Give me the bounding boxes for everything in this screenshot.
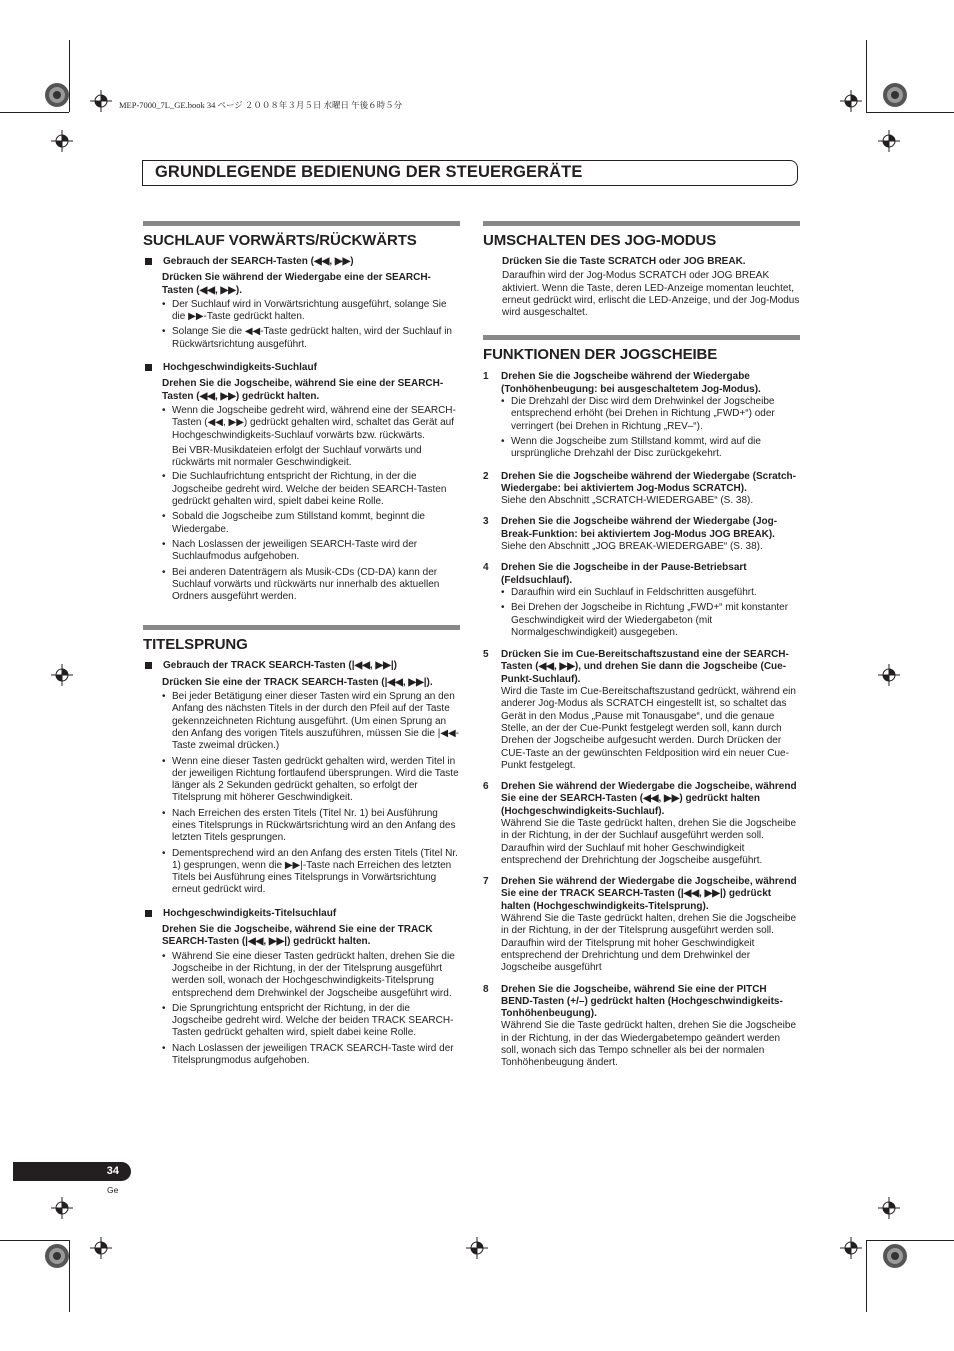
instruction: Drücken Sie die Taste SCRATCH oder JOG BREAK. bbox=[502, 256, 746, 267]
registration-mark-icon bbox=[878, 130, 900, 152]
bullet-item: • Bei Drehen der Jogscheibe in Richtung „FWD+“ mit konstanter Geschwindigkeit wird der Wiedergabeton (mit Normalgeschwindigkeit) ausgegeben. bbox=[501, 602, 800, 639]
bullet-item: • Dementsprechend wird an den Anfang des ersten Titels (Titel Nr. 1) gesprungen, wenn die ▶▶|-Taste nach Erreichen des letzten Titels bei Ausführung eines Titelsprungs in Vorwärtsrichtung erneut gedrückt wird. bbox=[162, 848, 460, 897]
color-rosette-bottom-left bbox=[44, 1243, 70, 1269]
right-column bbox=[483, 221, 800, 1088]
step-item: 6 Drehen Sie während der Wiedergabe die Jogscheibe, während Sie eine der SEARCH-Tasten (◀◀, ▶▶) gedrückt halten (Hochgeschwindigkeits-Suchlauf). Während Sie die Taste gedrückt halten, drehen Sie die Jogscheibe in der Richtung, in der der Suchlauf ausgeführt werden soll. Daraufhin wird der Suchlauf mit hoher Geschwindigkeit entsprechend der Drehrichtung der Jogscheibe ausgeführt. bbox=[483, 781, 797, 866]
step-item: 2 Drehen Sie die Jogscheibe während der Wiedergabe (Scratch-Wiedergabe: bei aktiviertem Jog-Modus SCRATCH). Siehe den Abschnitt „SCRATCH-WIEDERGABE“ (S. 38). bbox=[483, 470, 796, 507]
step-item: 3 Drehen Sie die Jogscheibe während der Wiedergabe (Jog-Break-Funktion: bei aktiviertem Jog-Modus JOG BREAK). Siehe den Abschnitt „JOG BREAK-WIEDERGABE“ (S. 38). bbox=[483, 516, 778, 553]
square-bullet-icon bbox=[145, 910, 152, 917]
section-titelsprung bbox=[143, 625, 460, 1067]
bullet-item: • Bei anderen Datenträgern als Musik-CDs (CD-DA) kann der Suchlauf vorwärts und rückwärts nur innerhalb des aktuellen Ordners ausgeführt werden. bbox=[162, 567, 460, 604]
instruction: Drücken Sie eine der TRACK SEARCH-Tasten (|◀◀, ▶▶|). bbox=[162, 676, 433, 688]
crop-line bbox=[866, 1240, 867, 1312]
bullet-item: • Solange Sie die ◀◀-Taste gedrückt halten, wird der Suchlauf in Rückwärtsrichtung ausgeführt. bbox=[162, 326, 460, 351]
subheading: Hochgeschwindigkeits-Suchlauf bbox=[143, 362, 460, 374]
bullet-item: • Der Suchlauf wird in Vorwärtsrichtung ausgeführt, solange Sie die ▶▶-Taste gedrückt halten. bbox=[162, 299, 460, 324]
section-jog-modus bbox=[483, 221, 800, 319]
registration-mark-icon bbox=[878, 664, 900, 686]
page-number: 34 bbox=[106, 1165, 119, 1177]
color-rosette-top-right bbox=[882, 82, 908, 108]
language-code: Ge bbox=[107, 1185, 119, 1195]
registration-mark-icon bbox=[51, 1197, 73, 1219]
square-bullet-icon bbox=[145, 258, 152, 265]
section-suchlauf bbox=[143, 221, 460, 603]
section-title: TITELSPRUNG bbox=[143, 636, 248, 654]
subheading: Gebrauch der SEARCH-Tasten (◀◀, ▶▶) bbox=[143, 256, 460, 268]
instruction: Drücken Sie während der Wiedergabe eine der SEARCH-Tasten (◀◀, ▶▶). bbox=[162, 272, 431, 296]
bullet-item: • Die Drehzahl der Disc wird dem Drehwinkel der Jogscheibe entsprechend erhöht (bei Drehen in Richtung „FWD+“) oder verringert (bei Drehen in Richtung „REV–“). bbox=[501, 396, 800, 433]
section-title: FUNKTIONEN DER JOGSCHEIBE bbox=[483, 346, 718, 364]
bullet-item: • Wenn die Jogscheibe gedreht wird, während eine der SEARCH-Tasten (◀◀, ▶▶) gedrückt gehalten wird, schaltet das Gerät auf Hochgeschwindigkeits-Suchlauf vorwärts bzw. rückwärts. bbox=[162, 405, 460, 442]
registration-mark-icon bbox=[466, 1237, 488, 1259]
step-item: 4 Drehen Sie die Jogscheibe in der Pause-Betriebsart (Feldsuchlauf). • Daraufhin wird ein Suchlauf in Feldschritten ausgeführt. • Bei Drehen der Jogscheibe in Richtung „FWD+“ mit konstanter Geschwindigkeit wird der Wiedergabeton (mit Normalgeschwindigkeit) ausgegeben. bbox=[483, 562, 800, 642]
section-funktionen bbox=[483, 335, 800, 1071]
bullet-item: • Die Sprungrichtung entspricht der Richtung, in der die Jogscheibe gedreht wird. Welche der beiden TRACK SEARCH-Tasten gedrückt gehalten wird, spielt dabei keine Rolle. bbox=[162, 1003, 460, 1040]
bullet-item: • Während Sie eine dieser Tasten gedrückt halten, drehen Sie die Jogscheibe in der Richtung, in der der Titelsprung ausgeführt werden soll, wonach der Hochgeschwindigkeits-Titelsprung entsprechend dem Drehwinkel der Jogscheibe ausgeführt wird. bbox=[162, 951, 460, 1000]
crop-line bbox=[866, 1240, 954, 1241]
page-title: GRUNDLEGENDE BEDIENUNG DER STEUERGERÄTE bbox=[155, 163, 583, 181]
square-bullet-icon bbox=[145, 364, 152, 371]
left-column bbox=[143, 221, 460, 1083]
bullet-item: • Daraufhin wird ein Suchlauf in Feldschritten ausgeführt. bbox=[501, 587, 800, 599]
registration-mark-icon bbox=[90, 1237, 112, 1259]
registration-mark-icon bbox=[90, 90, 112, 112]
step-item: 8 Drehen Sie die Jogscheibe, während Sie eine der PITCH BEND-Tasten (+/–) gedrückt halten (Hochgeschwindigkeits-Tonhöhenbeugung). Während Sie die Taste gedrückt halten, drehen Sie die Jogscheibe in der Richtung, in der das Wiedergabetempo geändert werden soll, wonach sich das Tempo schneller als bei der normalen Tonhöhenbeugung ändert. bbox=[483, 983, 797, 1069]
bullet-item: • Nach Loslassen der jeweiligen SEARCH-Taste wird der Suchlaufmodus aufgehoben. bbox=[162, 539, 460, 564]
subheading: Gebrauch der TRACK SEARCH-Tasten (|◀◀, ▶▶|) bbox=[143, 660, 460, 672]
section-title: SUCHLAUF VORWÄRTS/RÜCKWÄRTS bbox=[143, 232, 417, 249]
step-item: 7 Drehen Sie während der Wiedergabe die Jogscheibe, während Sie eine der TRACK SEARCH-Tasten (|◀◀, ▶▶|) gedrückt halten (Hochgeschwindigkeits-Titelsprung). Während Sie die Taste gedrückt halten, drehen Sie die Jogscheibe in der Richtung, in der der Titelsprung ausgeführt werden soll. Daraufhin wird der Titelsprung mit hoher Geschwindigkeit entsprechend der Drehrichtung und dem Drehwinkel der Jogscheibe ausgeführt bbox=[483, 876, 797, 974]
bullet-item: • Bei jeder Betätigung einer dieser Tasten wird ein Sprung an den Anfang des nächsten Titels in der durch den Pfeil auf der Taste gekennzeichneten Richtung ausgeführt. (Um einen Sprung an den Anfang des vorigen Titels auszuführen, müssen Sie die |◀◀-Taste zweimal drücken.) bbox=[162, 691, 460, 752]
registration-mark-icon bbox=[840, 90, 862, 112]
crop-line bbox=[866, 40, 867, 112]
step-item: 5 Drücken Sie im Cue-Bereitschaftszustand eine der SEARCH-Tasten (◀◀, ▶▶), und drehen Sie dann die Jogscheibe (Cue-Punkt-Suchlauf). Wird die Taste im Cue-Bereitschaftszustand gedrückt, während ein anderer Jog-Modus als SCRATCH eingestellt ist, so schaltet das Gerät in den Modus „Pause mit Tonausgabe“, und die genaue Stelle, an der der Cue-Punkt festgelegt werden soll, kann durch Drehen der Jogscheibe aufgesucht werden. Durch Drücken der CUE-Taste an der gewünschten Feldposition wird ein neuer Cue-Punkt festgelegt. bbox=[483, 649, 796, 771]
color-rosette-bottom-right bbox=[882, 1243, 908, 1269]
page-number-tab bbox=[13, 1162, 131, 1181]
instruction: Drehen Sie die Jogscheibe, während Sie eine der TRACK SEARCH-Tasten (|◀◀, ▶▶|) gedrückt halten. bbox=[162, 924, 433, 948]
color-rosette-top-left bbox=[44, 82, 70, 108]
registration-mark-icon bbox=[878, 1197, 900, 1219]
crop-line bbox=[0, 112, 69, 113]
bullet-item: • Wenn die Jogscheibe zum Stillstand kommt, wird auf die ursprüngliche Drehzahl der Disc zurückgekehrt. bbox=[501, 436, 800, 461]
bullet-item: • Nach Loslassen der jeweiligen TRACK SEARCH-Taste wird der Titelsprungmodus aufgehoben. bbox=[162, 1043, 460, 1068]
bullet-item: • Wenn eine dieser Tasten gedrückt gehalten wird, werden Titel in der jeweiligen Richtung fortlaufend übersprungen. Wird die Taste länger als 2 Sekunden gedrückt gehalten, so erfolgt der Titelsprung mit höherer Geschwindigkeit. bbox=[162, 756, 460, 805]
crop-line bbox=[866, 112, 954, 113]
crop-line bbox=[69, 1240, 70, 1312]
bullet-item: • Die Suchlaufrichtung entspricht der Richtung, in der die Jogscheibe gedreht wird. Welche der beiden SEARCH-Tasten gedrückt gehalten wird, spielt dabei keine Rolle. bbox=[162, 471, 460, 508]
registration-mark-icon bbox=[840, 1237, 862, 1259]
bullet-item: • Sobald die Jogscheibe zum Stillstand kommt, beginnt die Wiedergabe. bbox=[162, 511, 460, 536]
body-text: Daraufhin wird der Jog-Modus SCRATCH oder JOG BREAK aktiviert. Wenn die Taste, deren LED-Anzeige momentan leuchtet, erneut gedrückt wird, erlischt die LED-Anzeige, und der Jog-Modus wird ausgeschaltet. bbox=[502, 270, 800, 319]
crop-line bbox=[0, 1240, 69, 1241]
section-bar bbox=[143, 625, 460, 630]
bullet-item: • Nach Erreichen des ersten Titels (Titel Nr. 1) bei Ausführung eines Titelsprungs in Rückwärtsrichtung wird an den Anfang des letzten Titels gesprungen. bbox=[162, 808, 460, 845]
section-bar bbox=[483, 335, 800, 340]
note-text: Bei VBR-Musikdateien erfolgt der Suchlauf vorwärts und rückwärts mit normaler Geschwindigkeit. bbox=[172, 444, 422, 469]
file-info: MEP-7000_7L_GE.book 34 ページ ２００８年３月５日 水曜日 午後６時５分 bbox=[119, 100, 403, 110]
instruction: Drehen Sie die Jogscheibe, während Sie eine der SEARCH-Tasten (◀◀, ▶▶) gedrückt halten. bbox=[162, 378, 444, 402]
crop-line bbox=[69, 40, 70, 112]
section-title: UMSCHALTEN DES JOG-MODUS bbox=[483, 232, 717, 249]
registration-mark-icon bbox=[51, 664, 73, 686]
square-bullet-icon bbox=[145, 662, 152, 669]
step-item: 1 Drehen Sie die Jogscheibe während der Wiedergabe (Tonhöhenbeugung: bei ausgeschaltetem Jog-Modus). • Die Drehzahl der Disc wird dem Drehwinkel der Jogscheibe entsprechend erhöht (bei Drehen in Richtung „FWD+“) oder verringert (bei Drehen in Richtung „REV–“). • Wenn die Jogscheibe zum Stillstand kommt, wird auf die ursprüngliche Drehzahl der Disc zurückgekehrt. bbox=[483, 371, 800, 463]
section-bar bbox=[483, 221, 800, 226]
subheading: Hochgeschwindigkeits-Titelsuchlauf bbox=[143, 908, 460, 920]
registration-mark-icon bbox=[51, 130, 73, 152]
header-band bbox=[142, 160, 798, 186]
section-bar bbox=[143, 221, 460, 226]
